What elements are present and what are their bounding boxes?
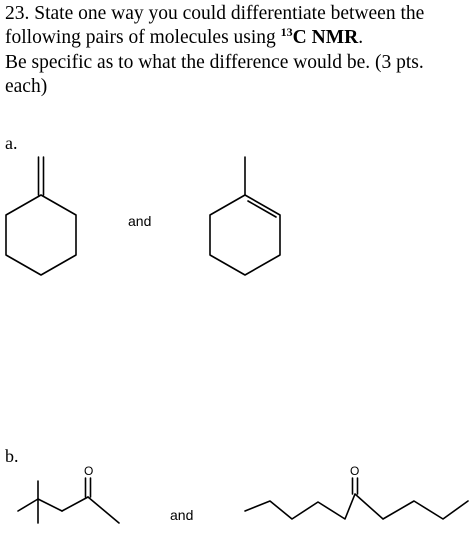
question-line-2-suffix: . [358,27,364,48]
part-a-and: and [128,213,152,229]
methylenecyclohexane-structure [6,157,76,275]
methylcyclohexene-inner-double-bond [248,201,276,217]
linear-ketone-structure [245,478,468,519]
carbonyl-to-methyl [88,497,119,523]
right-ketone-oxygen-label: O [350,464,360,478]
methylcyclohexene-structure [210,157,280,275]
ch2-to-carbonyl [62,497,88,511]
part-a-label: a. [5,133,18,153]
question-line-1: 23. State one way you could differentiate between the [5,3,425,24]
branched-ketone-structure [18,478,119,523]
methylenecyclohexane-ring [6,195,76,275]
isotope-superscript: 13 [280,25,293,39]
question-line-2-prefix: following pairs of molecules using [5,27,281,48]
linear-ketone-chain [245,494,468,519]
part-b-label: b. [5,446,19,466]
methylcyclohexene-ring [210,195,280,275]
left-ketone-oxygen-label: O [84,464,94,478]
part-b-and: and [170,507,194,523]
question-line-4: each) [5,76,48,97]
tbutyl-bond-to-ch2 [38,499,62,511]
nucleus-label: C NMR [292,27,359,48]
question-line-3: Be specific as to what the difference would be. (3 pts. [5,52,424,73]
tbutyl-bond-left [18,499,38,511]
